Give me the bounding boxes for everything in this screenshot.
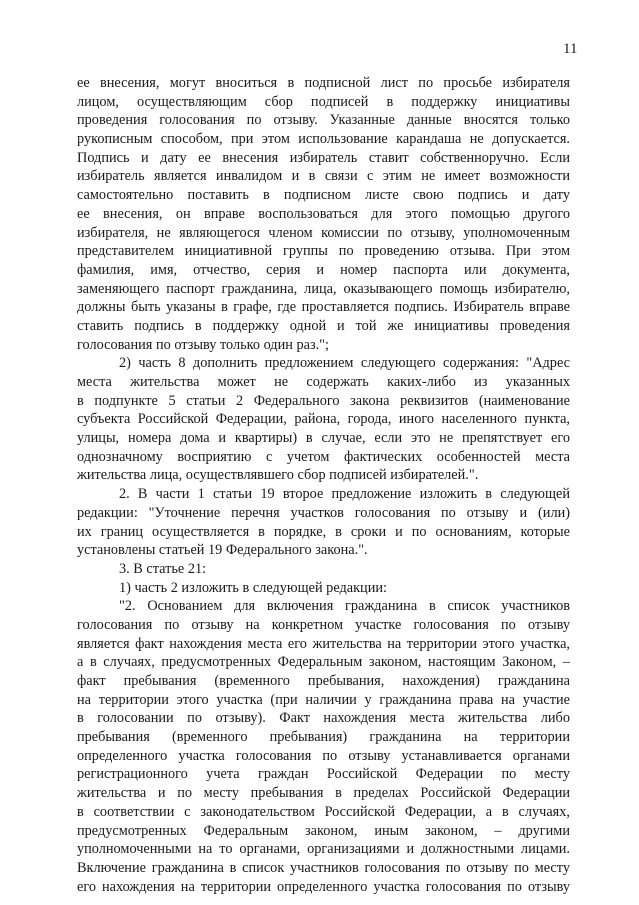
text-line: регистрационного учета граждан Российской Федерации по месту [77,766,570,783]
text-line: самостоятельно поставить в подписном листе свою подпись и дату [77,187,570,204]
text-line: Подпись и дату ее внесения избиратель ставит собственноручно. Если [77,149,570,166]
text-line: рукописным способом, при этом использование карандаша не допускается. [77,131,570,148]
text-line: избирателя, не являющегося членом комиссии по отзыву, уполномоченным [77,224,570,241]
text-line: жительства лица, осуществлявшего сбор подписей избирателей.". [77,467,479,484]
document-body [77,74,570,896]
text-line: а в случаях, предусмотренных Федеральным законом, настоящим Законом, – [77,654,570,671]
text-line: факт пребывания (временного пребывания, нахождения) гражданина [77,673,570,689]
text-line: ставить подпись в поддержку одной и той же инициативы проведения [77,317,570,334]
text-line: улицы, номера дома и квартиры) в случае, если это не препятствует его [77,430,570,447]
text-line: Включение гражданина в список участников голосования по отзыву по месту [77,859,570,876]
text-line: на территории этого участка (при наличии у гражданина права на участие [77,691,570,708]
text-line: 3. В статье 21: [119,560,207,577]
text-line: лицом, осуществляющим сбор подписей в поддержку инициативы [77,93,570,110]
text-line: в голосовании по отзыву). Факт нахождения места жительства либо [77,710,570,727]
text-line: избиратель является инвалидом и в связи с этим не имеет возможности [77,168,570,185]
text-line: заменяющего паспорт гражданина, лица, оказывающего помощь избирателю, [77,280,570,297]
text-line: места жительства может не содержать каких-либо из указанных [77,374,570,390]
text-line: голосования по отзыву только один раз."; [77,336,329,353]
text-line: 2) часть 8 дополнить предложением следующего содержания: "Адрес [119,355,570,372]
text-line: определенного участка голосования по отзыву устанавливается органами [77,747,570,764]
text-line: в подпункте 5 статьи 2 Федерального закона реквизитов (наименование [77,392,570,409]
text-line: фамилия, имя, отчество, серия и номер паспорта или документа, [77,261,570,278]
text-line: жительства и по месту пребывания в пределах Российской Федерации [77,785,570,802]
text-line: его нахождения на территории определенного участка голосования по отзыву [77,878,570,895]
text-line: 2. В части 1 статьи 19 второе предложение изложить в следующей [119,486,570,503]
text-line: представителем инициативной группы по проведению отзыва. При этом [77,243,570,260]
text-line: пребывания (временного пребывания) гражданина на территории [77,729,570,746]
text-line: субъекта Российской Федерации, района, города, иного населенного пункта, [77,411,570,428]
page-number: 11 [563,41,578,57]
text-line: ее внесения, он вправе воспользоваться для этого помощью другого [77,205,570,222]
text-line: является факт нахождения места его жительства на территории этого участка, [77,635,570,652]
text-line: редакции: "Уточнение перечня участков голосования по отзыву и (или) [77,504,570,521]
text-line: ее внесения, могут вноситься в подписной лист по просьбе избирателя [77,75,570,91]
text-line: 1) часть 2 изложить в следующей редакции: [119,579,387,596]
text-line: однозначному восприятию с учетом фактических особенностей места [77,448,570,465]
text-line: установлены статьей 19 Федерального закона.". [77,542,368,559]
text-line: голосования по отзыву на конкретном участке голосования по отзыву [77,616,570,633]
text-line: "2. Основанием для включения гражданина в список участников [119,598,570,615]
text-line: их границ осуществляется в порядке, в сроки и по основаниям, которые [77,523,570,540]
text-line: в соответствии с законодательством Российской Федерации, а в случаях, [77,803,570,820]
text-line: проведения голосования по отзыву. Указанные данные вносятся только [77,112,570,129]
text-line: предусмотренных Федеральным законом, иным законом, – другими [77,822,570,839]
text-line: уполномоченными на то органами, организациями и должностными лицами. [77,841,570,858]
text-line: должны быть указаны в графе, где проставляется подпись. Избиратель вправе [77,299,570,316]
